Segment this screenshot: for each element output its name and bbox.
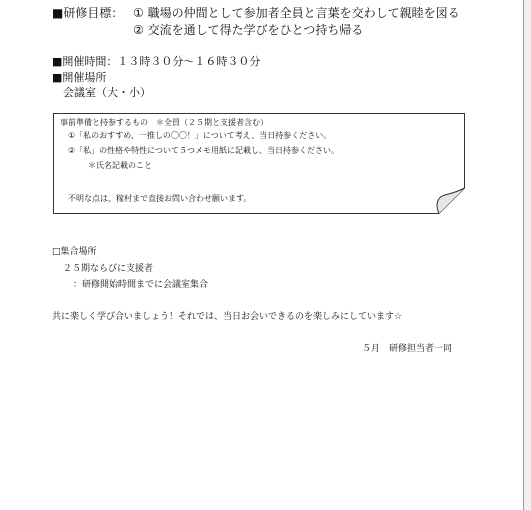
goal-item-1: ① 職場の仲間として参加者全員と言葉を交わして親睦を図る: [133, 6, 460, 20]
page-edge: [523, 0, 524, 510]
meet-when: ：研修開始時間までに会議室集合: [73, 280, 209, 290]
note-sub: ＊氏名記載のこと: [88, 161, 152, 170]
page-margin: [524, 0, 531, 510]
note-title: 事前準備と持参するもの ＊全員（２５期と支援者含む）: [60, 118, 268, 127]
meet-who: ２５期ならびに支援者: [63, 264, 154, 274]
signature: ５月 研修担当者一同: [362, 344, 453, 354]
goal-label: ■研修目標：: [52, 6, 124, 20]
note-item-1: ①「私のおすすめ、一推しの〇〇！」について考え、当日持参ください。: [68, 131, 332, 140]
goal-item-2: ② 交流を通して得た学びをひとつ持ち帰る: [133, 23, 364, 37]
meet-label: □集合場所: [52, 247, 97, 257]
place-label: ■開催場所: [52, 71, 107, 84]
place-room: 会議室（大・小）: [63, 86, 151, 99]
note-box: [53, 113, 465, 214]
time-line: ■開催時間：１３時３０分～１６時３０分: [52, 55, 261, 68]
note-item-2: ②「私」の性格や特性について５つメモ用紙に記載し、当日持参ください。: [68, 146, 340, 155]
note-contact: 不明な点は、稼村まで直接お問い合わせ願います。: [68, 194, 252, 203]
closing-text: 共に楽しく学び合いましょう！それでは、当日お会いできるのを楽しみにしています☆: [52, 312, 403, 322]
